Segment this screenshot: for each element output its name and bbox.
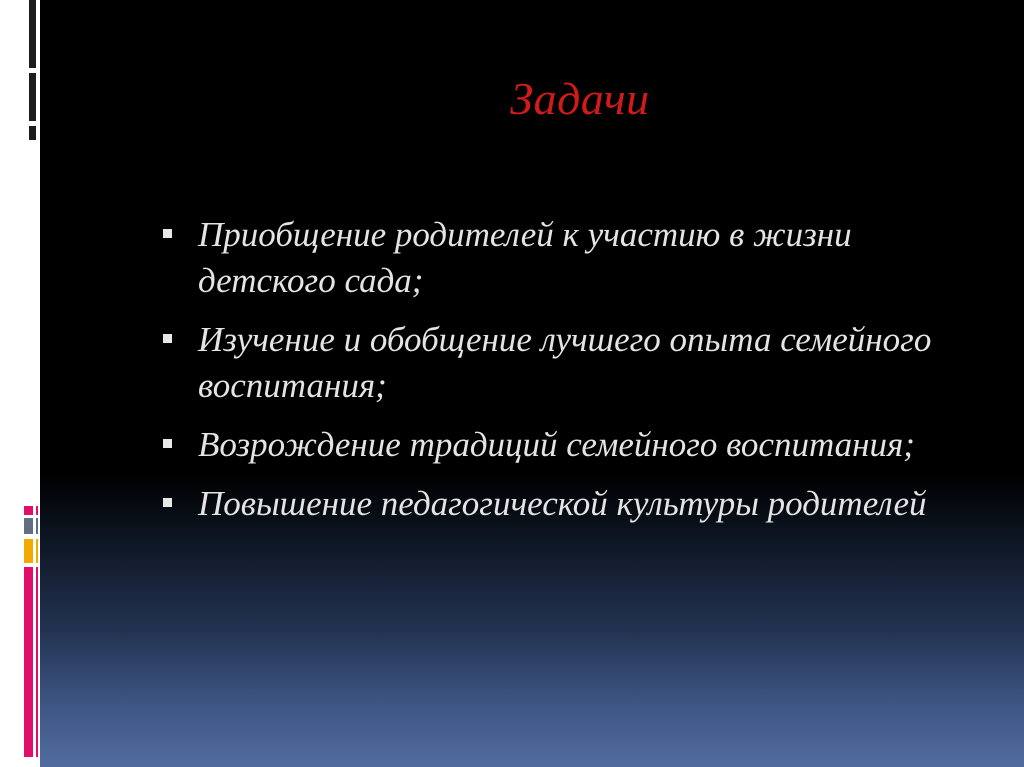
slide-canvas (40, 0, 1024, 767)
decor-bar-bottom (29, 126, 36, 140)
bullet-item (158, 481, 938, 527)
slide-title: Задачи (510, 73, 650, 124)
bullet-text: Приобщение родителей к участию в жизни детского сада; (198, 215, 852, 300)
decor-bar-middle (29, 73, 36, 121)
bullet-text: Повышение педагогической культуры родителей (198, 484, 927, 523)
decor-bar-top (29, 0, 36, 68)
square-bullet-icon (163, 498, 172, 507)
bullet-item (158, 422, 938, 468)
square-bullet-icon (163, 334, 172, 343)
bullet-list (158, 212, 938, 540)
bullet-item (158, 212, 938, 304)
accent-bar-divider (33, 506, 36, 757)
square-bullet-icon (163, 439, 172, 448)
square-bullet-icon (163, 229, 172, 238)
bullet-item (158, 317, 938, 409)
bullet-text: Возрождение традиций семейного воспитания; (198, 425, 915, 464)
bullet-text: Изучение и обобщение лучшего опыта семейного воспитания; (198, 320, 932, 405)
